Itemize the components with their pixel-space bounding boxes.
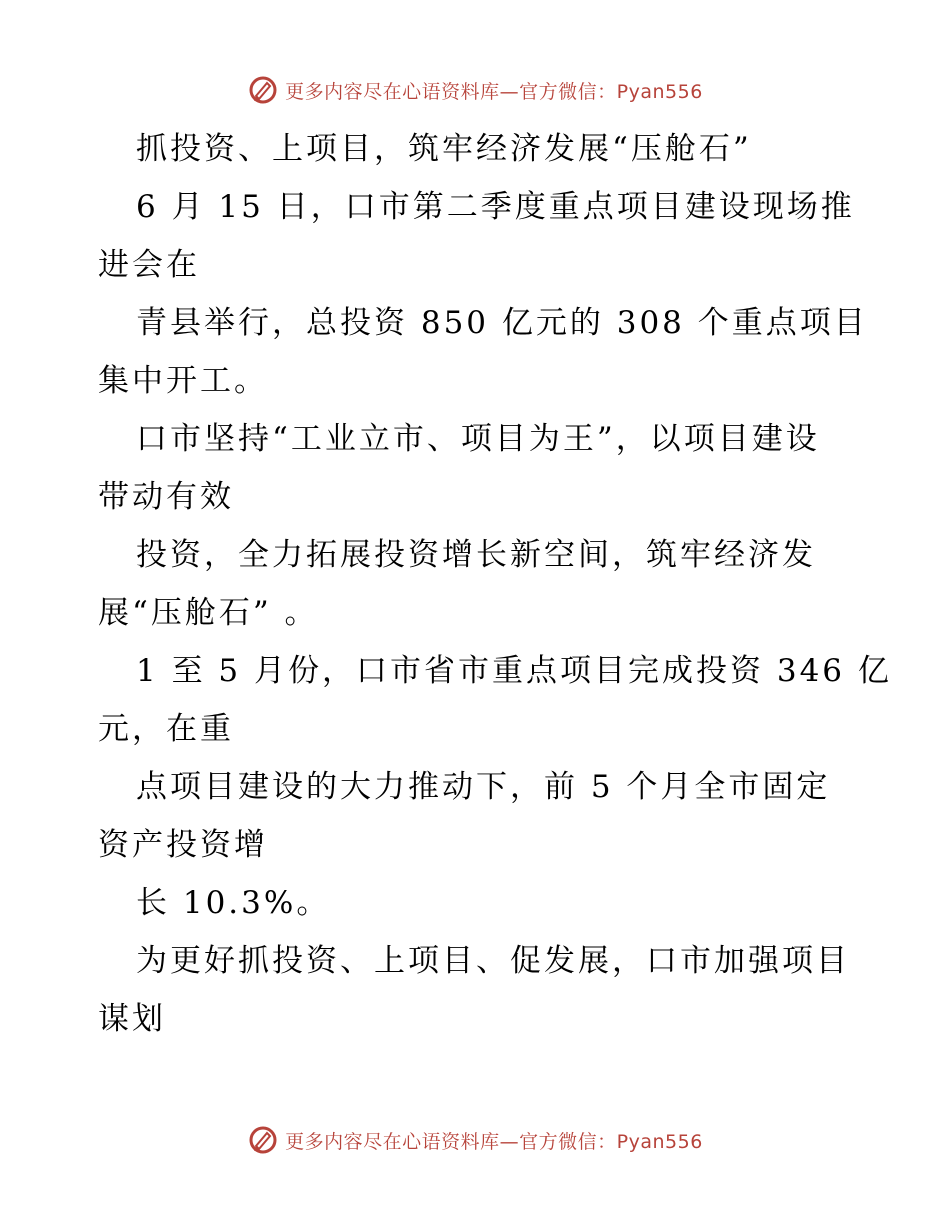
document-body <box>98 120 892 1048</box>
text-line: 1 至 5 月份，口市省市重点项目完成投资 346 亿 <box>136 653 892 689</box>
text-line: 集中开工。 <box>98 363 268 399</box>
footer-watermark <box>0 1122 950 1158</box>
text-line: 进会在 <box>98 247 200 283</box>
text-line: 长 10.3%。 <box>136 885 331 921</box>
pen-swirl-icon <box>247 1124 279 1156</box>
watermark-text: 更多内容尽在心语资料库—官方微信：Pyan556 <box>285 80 703 103</box>
text-line: 元，在重 <box>98 711 234 747</box>
text-line: 青县举行，总投资 850 亿元的 308 个重点项目 <box>136 305 868 341</box>
text-line: 资产投资增 <box>98 827 268 863</box>
text-line: 为更好抓投资、上项目、促发展，口市加强项目 <box>136 943 850 979</box>
text-line: 口市坚持“工业立市、项目为王”，以项目建设 <box>136 421 820 457</box>
text-line: 投资，全力拓展投资增长新空间，筑牢经济发 <box>136 537 816 573</box>
text-line: 展“压舱石” 。 <box>98 595 319 631</box>
text-line: 6 月 15 日，口市第二季度重点项目建设现场推 <box>136 189 855 225</box>
header-watermark <box>0 72 950 108</box>
text-line: 抓投资、上项目，筑牢经济发展“压舱石” <box>136 131 752 167</box>
text-line: 点项目建设的大力推动下，前 5 个月全市固定 <box>136 769 831 805</box>
watermark-text: 更多内容尽在心语资料库—官方微信：Pyan556 <box>285 1130 703 1153</box>
pen-swirl-icon <box>247 74 279 106</box>
text-line: 带动有效 <box>98 479 234 515</box>
text-line: 谋划 <box>98 1001 166 1037</box>
